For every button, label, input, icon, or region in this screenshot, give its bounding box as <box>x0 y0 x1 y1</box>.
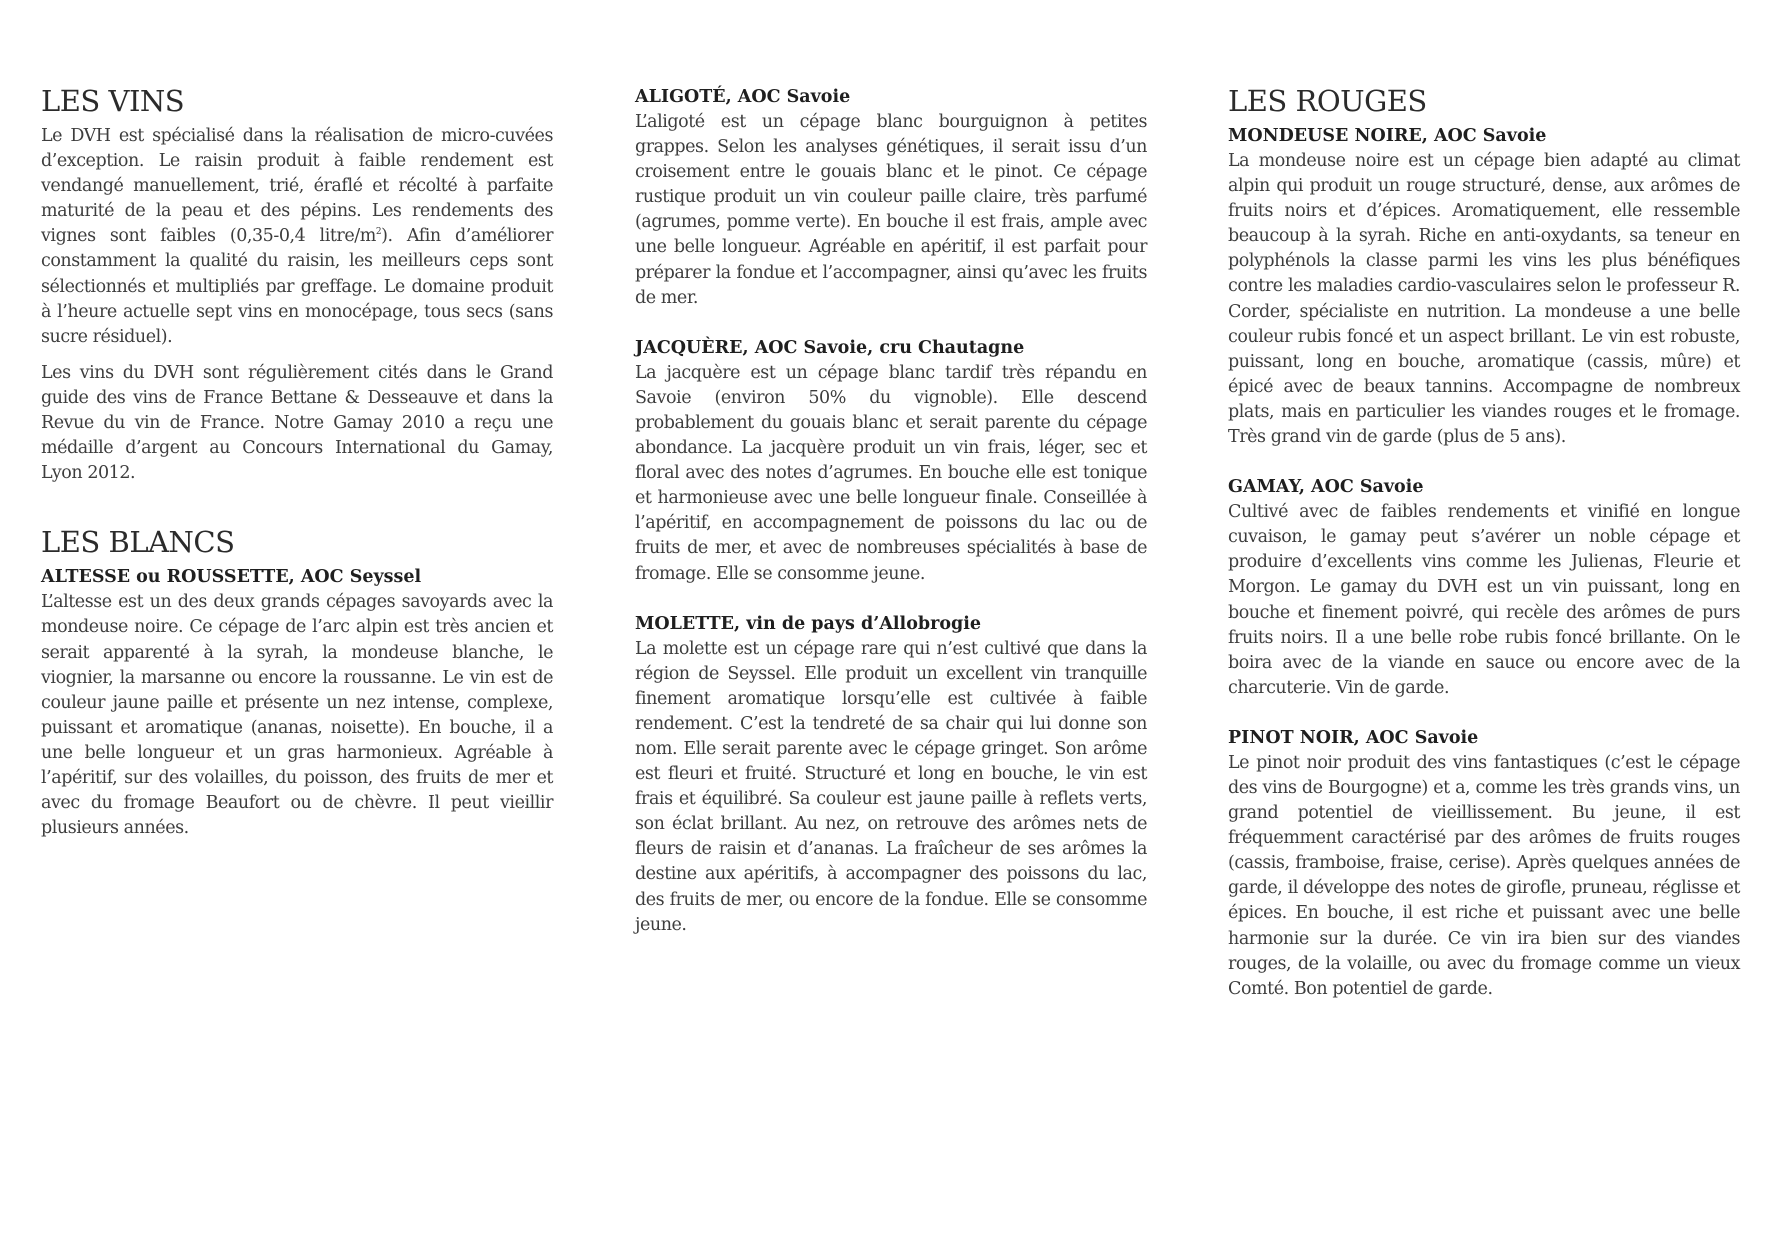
wine-aligote <box>635 85 1147 311</box>
wine-description-gamay: Cultivé avec de faibles rendements et vinifié en longue cuvaison, le gamay peut s’avérer un noble cépage et produire d’excellents vins comme les Julienas, Fleurie et Morgon. Le gamay du DVH est un vin puissant, long en bouche et finement poivré, qui recèle des arômes de purs fruits noirs. Il a une belle robe rubis foncé brillante. On le boira avec de la viande en sauce ou encore avec de la charcuterie. Vin de garde. <box>1228 502 1740 698</box>
wine-pinot-noir <box>1228 726 1740 1002</box>
wine-description-molette: La molette est un cépage rare qui n’est cultivé que dans la région de Seyssel. Elle produit un excellent vin tranquille finement aromatique lorsqu’elle est cultivée à faible rendement. C’est la tendreté de sa chair qui lui donne son nom. Elle serait parente avec le cépage gringet. Son arôme est fleuri et fruité. Structuré et long en bouche, le vin est frais et équilibré. Sa couleur est jaune paille à reflets verts, son éclat brillant. Au nez, on retrouve des arômes nets de fleurs de raisin et d’ananas. La fraîcheur de ses arômes la destine aux apéritifs, à accompagner des poissons du lac, des fruits de mer, ou encore de la fondue. Elle se consomme jeune. <box>635 638 1147 935</box>
wine-molette <box>635 612 1147 938</box>
section-title-les-rouges: LES ROUGES <box>1228 84 1427 118</box>
right-column <box>1228 78 1740 1027</box>
wine-title-altesse: ALTESSE ou ROUSSETTE, AOC Seyssel <box>41 567 422 588</box>
wine-mondeuse <box>1228 124 1740 450</box>
vins-intro-text-a: Le DVH est spécialisé dans la réalisation de micro-cuvées d’exception. Le raisin produit à faible rendement est vendangé manuellement, trié, éraflé et récolté à parfaite maturité de la peau et des pépins. Les rendements des vignes sont faibles (0,35-0,4 litre/m <box>41 126 553 247</box>
wine-description-aligote: L’aligoté est un cépage blanc bourguignon à petites grappes. Selon les analyses génétiques, il serait issu d’un croisement entre le gouais blanc et le pinot. Ce cépage rustique produit un vin couleur paille claire, très parfumé (agrumes, pomme verte). En bouche il est frais, ample avec une belle longueur. Agréable en apéritif, il est parfait pour préparer la fondue et l’accompagner, ainsi qu’avec les fruits de mer. <box>635 112 1147 308</box>
section-title-les-vins: LES VINS <box>41 84 185 118</box>
vins-intro-paragraph <box>41 124 553 350</box>
wine-title-molette: MOLETTE, vin de pays d’Allobrogie <box>635 613 982 634</box>
wine-description-altesse: L’altesse est un des deux grands cépages savoyards avec la mondeuse noire. Ce cépage de l’arc alpin est très ancien et serait apparenté à la syrah, la mondeuse blanche, le viognier, la marsanne ou encore la roussanne. Le vin est de couleur jaune paille et présente un nez intense, complexe, puissant et aromatique (ananas, noisette). En bouche, il a une belle longueur et un gras harmonieux. Agréable à l’apéritif, sur des volailles, du poisson, des fruits de mer et avec du fromage Beaufort ou de chèvre. Il peut vieillir plusieurs années. <box>41 592 553 839</box>
wine-title-jacquere: JACQUÈRE, AOC Savoie, cru Chautagne <box>635 337 1025 358</box>
wine-title-mondeuse: MONDEUSE NOIRE, AOC Savoie <box>1228 126 1547 146</box>
wine-description-jacquere: La jacquère est un cépage blanc tardif très répandu en Savoie (environ 50% du vignoble). Elle descend probablement du gouais blanc et serait parente du cépage abondance. La jacquère produit un vin frais, léger, sec et floral avec des notes d’agrumes. En bouche elle est tonique et harmonieuse avec une belle longueur finale. Conseillée à l’apéritif, en accompagnement de poissons du lac ou de fruits de mer, et avec de nombreuses spécialités à base de fromage. Elle se consomme jeune. <box>635 362 1147 584</box>
wine-jacquere <box>635 336 1147 587</box>
section-title-les-blancs: LES BLANCS <box>41 525 235 560</box>
vins-intro-text-b: ). Afin d’améliorer constamment la qualité du raisin, les meilleurs ceps sont sélectionnés et multipliés par greffage. Le domaine produit à l’heure actuelle sept vins en monocépage, tous secs (sans sucre résiduel). <box>41 226 553 347</box>
wine-title-pinot-noir: PINOT NOIR, AOC Savoie <box>1228 727 1479 748</box>
wine-altesse <box>41 565 553 841</box>
wine-description-mondeuse: La mondeuse noire est un cépage bien adapté au climat alpin qui produit un rouge structuré, dense, aux arômes de fruits noirs et d’épices. Aromatiquement, elle ressemble beaucoup à la syrah. Riche en anti-oxydants, sa teneur en polyphénols la classe parmi les vins les plus bénéfiques contre les maladies cardio-vasculaires selon le professeur R. Corder, spécialiste en nutrition. La mondeuse a une belle couleur rubis foncé et un aspect brillant. Le vin est robuste, puissant, long en bouche, aromatique (cassis, mûre) et épicé avec de beaux tannins. Accompagne de nombreux plats, mais en particulier les viandes rouges et le fromage. Très grand vin de garde (plus de 5 ans). <box>1228 151 1740 448</box>
left-column <box>41 78 553 866</box>
middle-column <box>635 85 1147 963</box>
wine-title-aligote: ALIGOTÉ, AOC Savoie <box>635 87 851 107</box>
wine-title-gamay: GAMAY, AOC Savoie <box>1228 477 1424 498</box>
wine-gamay <box>1228 475 1740 701</box>
wine-description-pinot-noir: Le pinot noir produit des vins fantastiques (c’est le cépage des vins de Bourgogne) et a, comme les très grands vins, un grand potentiel de vieillissement. Bu jeune, il est fréquemment caractérisé par des arômes de fruits rouges (cassis, framboise, fraise, cerise). Après quelques années de garde, il développe des notes de girofle, pruneau, réglisse et épices. En bouche, il est riche et puissant avec une belle harmonie sur la durée. Ce vin ira bien sur des viandes rouges, de la volaille, ou avec du fromage comme un vieux Comté. Bon potentiel de garde. <box>1228 752 1740 999</box>
vins-awards-paragraph: Les vins du DVH sont régulièrement cités dans le Grand guide des vins de France Bettane & Desseauve et dans la Revue du vin de France. Notre Gamay 2010 a reçu une médaille d’argent au Concours International du Gamay, Lyon 2012. <box>41 362 553 484</box>
superscript-2: 2 <box>375 227 382 238</box>
